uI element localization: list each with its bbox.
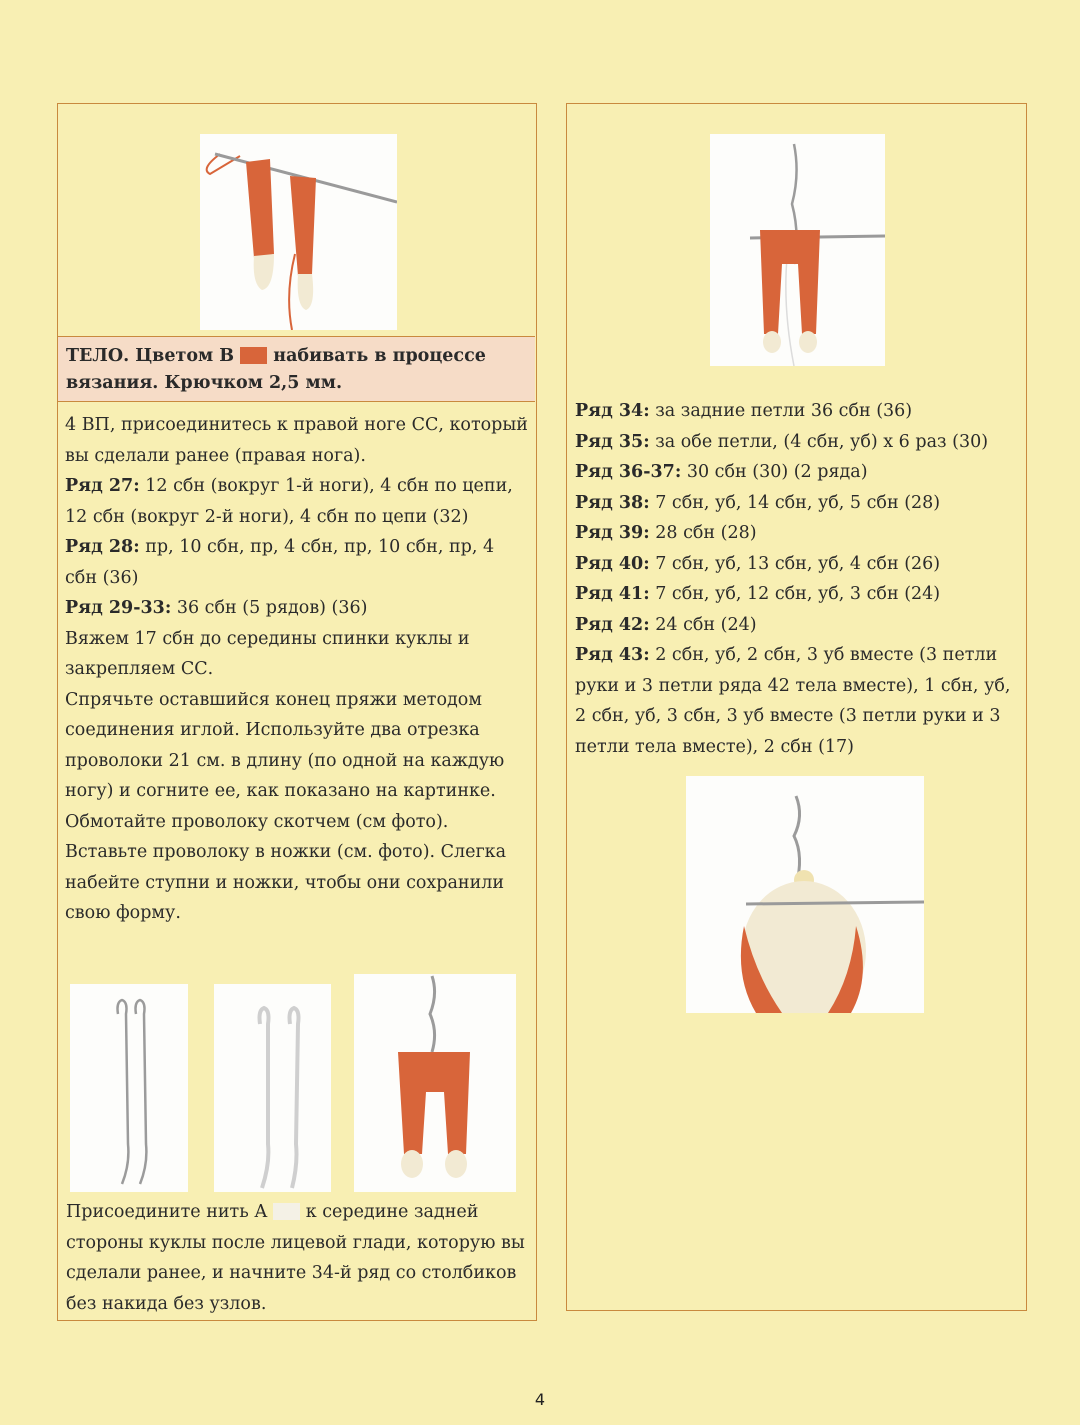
row-text: 7 сбн, уб, 13 сбн, уб, 4 сбн (26)	[649, 553, 941, 574]
row-43	[575, 640, 1020, 762]
row-text: 28 сбн (28)	[649, 523, 757, 543]
header-suffix: набивать в процессе вязания. Крючком 2,5 мм.	[66, 346, 486, 393]
row-28	[65, 532, 531, 593]
row-text: пр, 10 сбн, пр, 4 сбн, пр, 10 сбн, пр, 4 сбн (36)	[65, 537, 495, 588]
photo-legs-on-hook	[200, 134, 397, 330]
row-label: Ряд 38:	[575, 492, 650, 513]
section-header	[58, 336, 535, 402]
row-27	[65, 471, 531, 532]
row-label: Ряд 40:	[575, 553, 650, 574]
footer-text	[66, 1197, 532, 1319]
row-label: Ряд 34:	[575, 401, 650, 421]
row-39	[575, 518, 1020, 549]
row-text: 12 сбн (вокруг 1-й ноги), 4 сбн по цепи, 12 сбн (вокруг 2-й ноги), 4 сбн по цепи (32)	[65, 476, 513, 527]
row-41	[575, 579, 1020, 610]
page-number: 4	[534, 1390, 546, 1409]
footer-suffix: к середине задней стороны куклы после лицевой глади, которую вы сделали ранее, и начните 34-й ряд со столбиков без накида без узлов.	[66, 1202, 525, 1314]
row-label: Ряд 27:	[65, 476, 140, 496]
row-label: Ряд 36-37:	[575, 462, 682, 482]
intro-text: 4 ВП, присоединитесь к правой ноге СС, который вы сделали ранее (правая нога).	[65, 415, 528, 466]
row-text: 24 сбн (24)	[649, 614, 757, 635]
row-label: Ряд 42:	[575, 614, 650, 635]
row-label: Ряд 43:	[575, 645, 650, 665]
row-29-33	[65, 593, 531, 624]
row-text: 2 сбн, уб, 2 сбн, 3 уб вместе (3 петли руки и 3 петли ряда 42 тела вместе), 1 сбн, уб, 2 сбн, уб, 3 сбн, 3 уб вместе (3 петли руки и 3 петли тела вместе), 2 сбн (17)	[575, 645, 1011, 757]
row-text: за задние петли 36 сбн (36)	[649, 401, 913, 421]
row-label: Ряд 35:	[575, 431, 650, 452]
color-b-swatch	[240, 347, 267, 364]
row-text: за обе петли, (4 сбн, уб) х 6 раз (30)	[649, 431, 989, 452]
row-label: Ряд 39:	[575, 523, 650, 543]
row-label: Ряд 41:	[575, 584, 650, 604]
left-instructions	[65, 410, 531, 929]
photo-taped-wire	[214, 984, 331, 1192]
paragraph-back: Вяжем 17 сбн до середины спинки куклы и закрепляем СС.	[65, 628, 470, 679]
left-panel	[57, 103, 537, 1321]
row-text: 30 сбн (30) (2 ряда)	[681, 462, 868, 482]
left-footer-instructions	[66, 1197, 532, 1319]
photo-legs-with-wire	[354, 974, 516, 1192]
row-label: Ряд 29-33:	[65, 598, 172, 618]
row-34	[575, 396, 1020, 427]
row-38	[575, 488, 1020, 519]
photo-legs-on-wire	[710, 134, 885, 366]
header-prefix: ТЕЛО. Цветом В	[66, 346, 235, 366]
right-panel	[566, 103, 1027, 1311]
row-35	[575, 427, 1020, 458]
row-42	[575, 610, 1020, 641]
photo-bent-wire	[70, 984, 188, 1192]
row-40	[575, 549, 1020, 580]
row-text: 7 сбн, уб, 12 сбн, уб, 3 сбн (24)	[649, 584, 941, 604]
row-36-37	[575, 457, 1020, 488]
footer-prefix: Присоедините нить А	[66, 1202, 268, 1222]
color-a-swatch	[273, 1203, 300, 1220]
right-instructions	[575, 396, 1020, 762]
row-text: 7 сбн, уб, 14 сбн, уб, 5 сбн (28)	[649, 492, 941, 513]
paragraph-wire: Спрячьте оставшийся конец пряжи методом соединения иглой. Используйте два отрезка проволоки 21 см. в длину (по одной на каждую ногу) и согните ее, как показано на картинке. Обмотайте проволоку скотчем (см фото). Вставьте проволоку в ножки (см. фото). Слегка набейте ступни и ножки, чтобы они сохранили свою форму.	[65, 689, 507, 923]
row-label: Ряд 28:	[65, 537, 140, 557]
photo-body-top	[686, 776, 924, 1013]
row-text: 36 сбн (5 рядов) (36)	[171, 598, 368, 618]
